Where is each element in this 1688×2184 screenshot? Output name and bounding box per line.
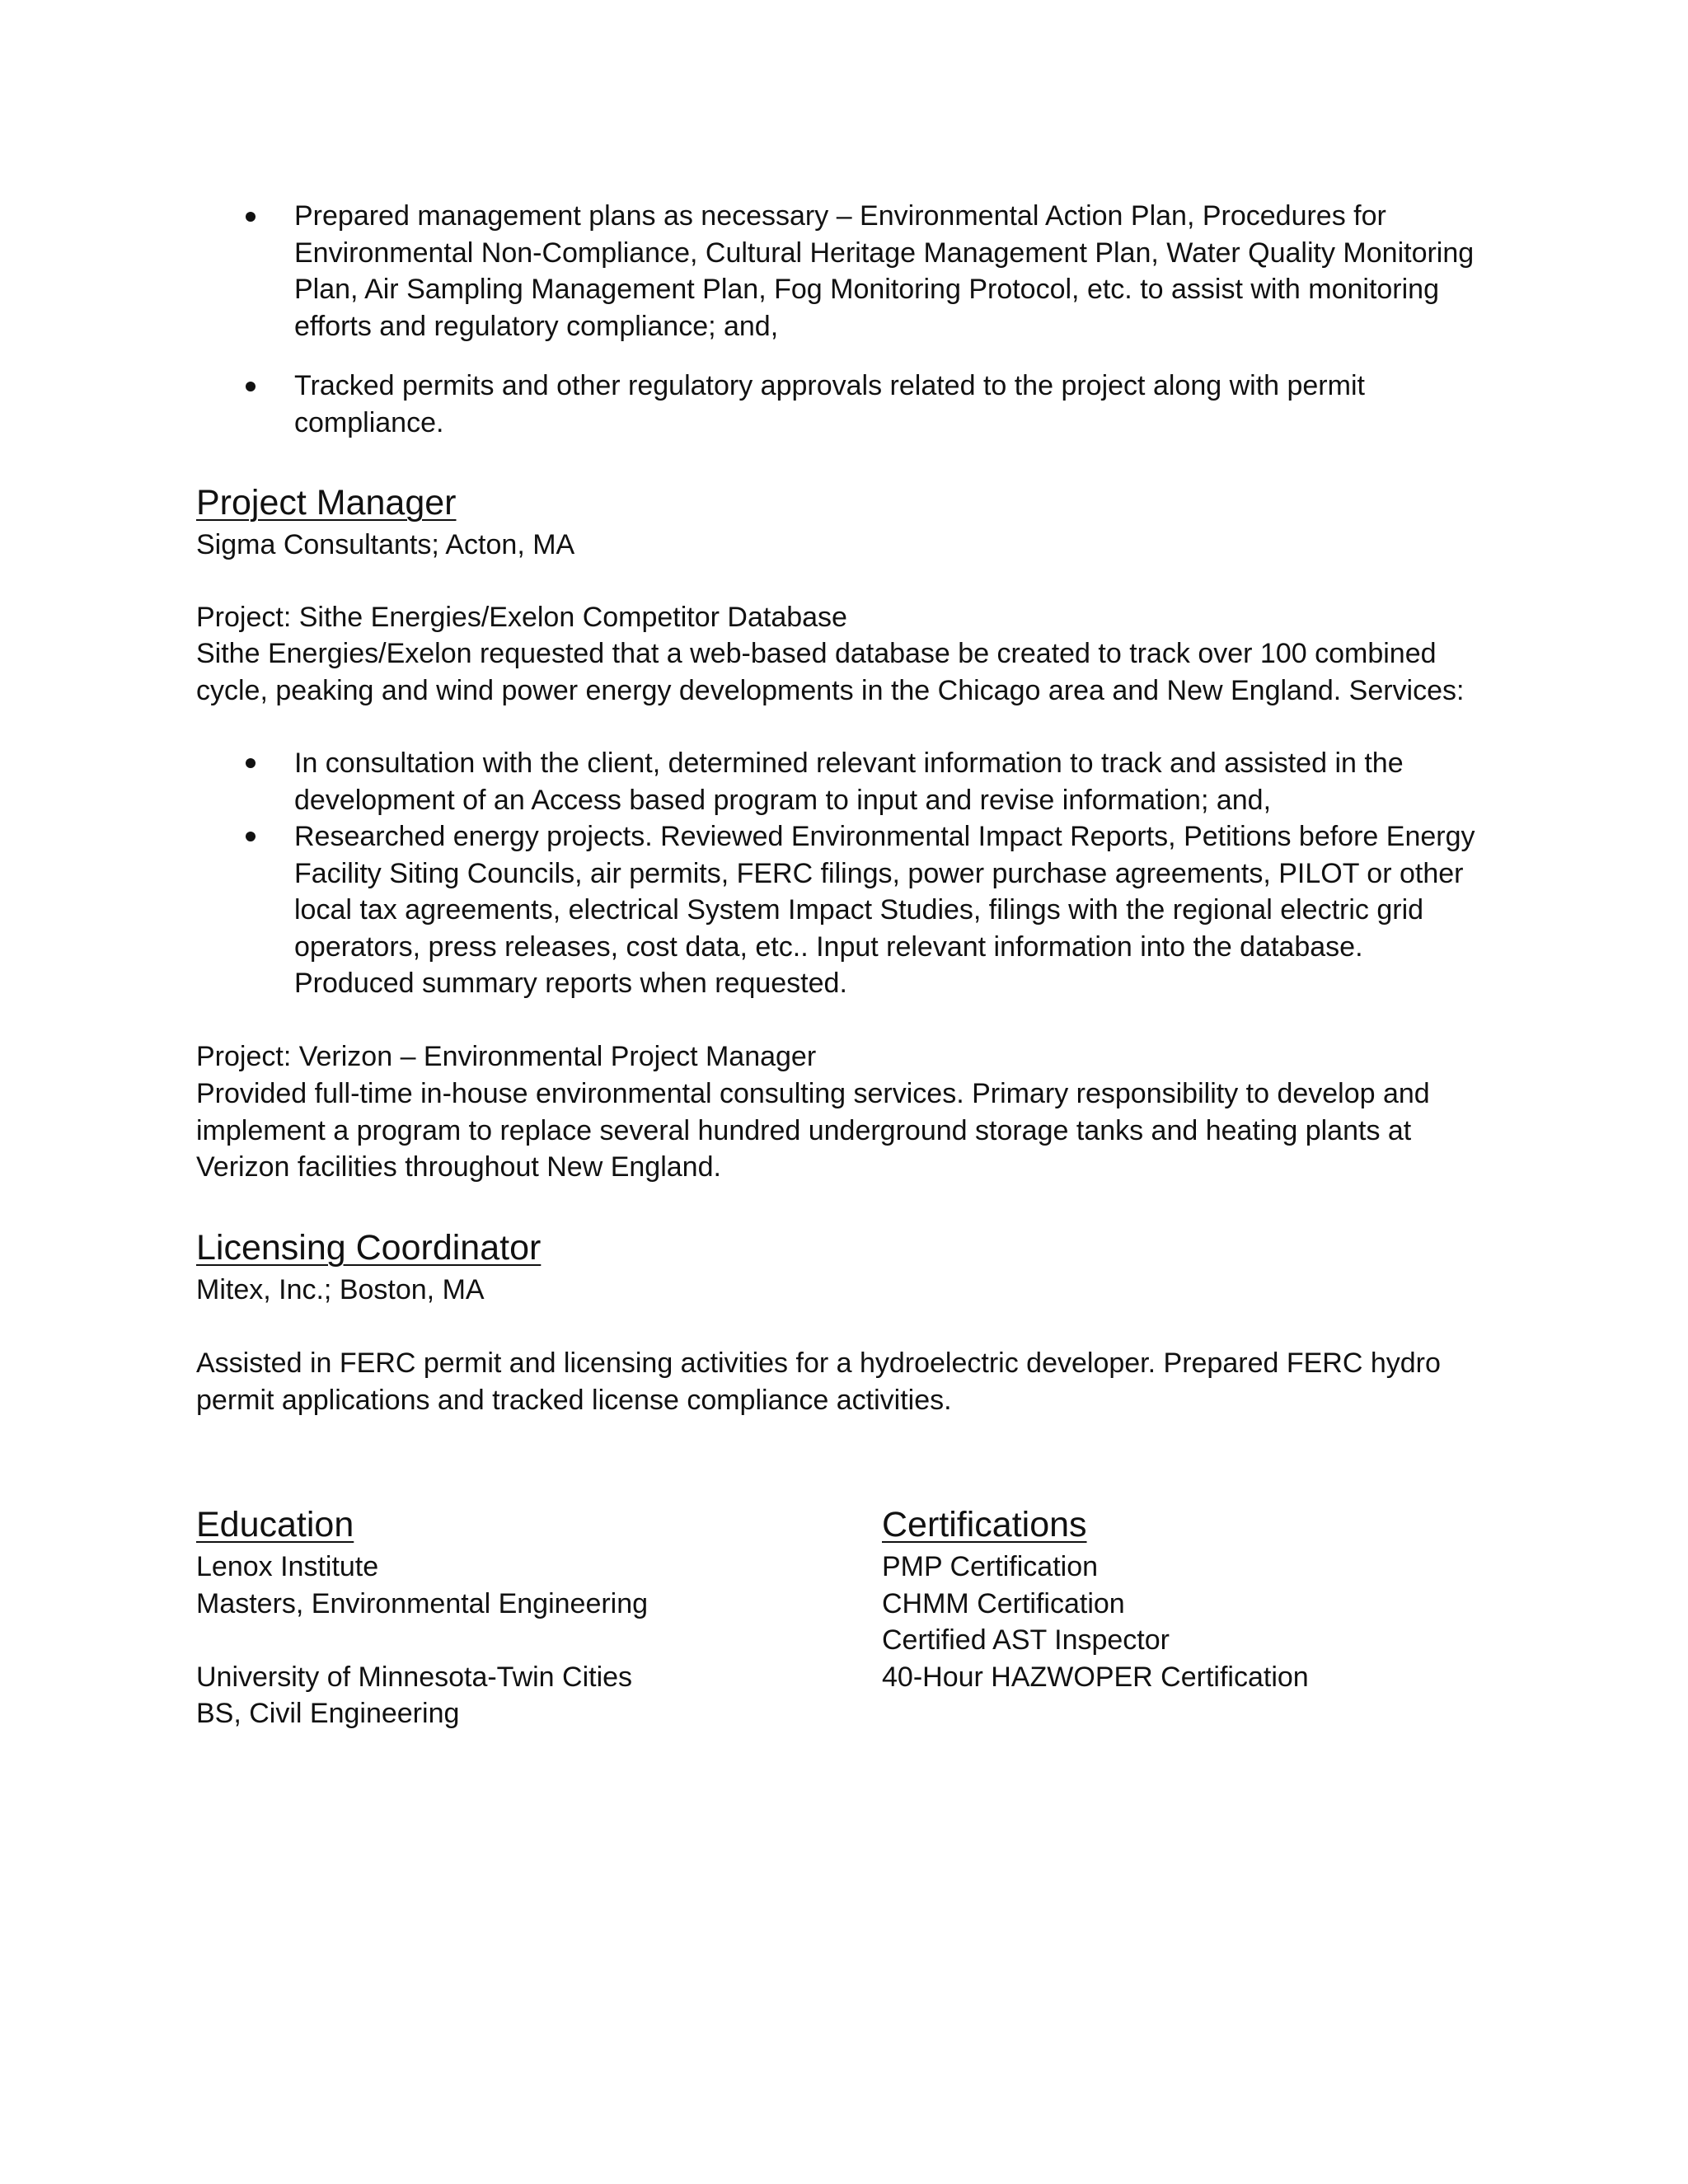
section-description xyxy=(196,1345,1441,1418)
description-line: Verizon facilities throughout New England. xyxy=(196,1151,721,1183)
bullet-icon xyxy=(246,758,256,768)
description-line: Provided full-time in-house environmental consulting services. Primary responsibility to develop and xyxy=(196,1078,1430,1109)
education-line: Lenox Institute xyxy=(196,1551,379,1582)
bullet-line: development of an Access based program to input and revise information; and, xyxy=(294,784,1272,816)
bullet-line: Environmental Non-Compliance, Cultural Heritage Management Plan, Water Quality Monitoring xyxy=(294,237,1475,269)
description-line: Sithe Energies/Exelon requested that a web-based database be created to track over 100 combined xyxy=(196,638,1437,669)
description-line: permit applications and tracked license compliance activities. xyxy=(196,1384,952,1416)
section-heading: Licensing Coordinator xyxy=(196,1228,542,1268)
company-line: Sigma Consultants; Acton, MA xyxy=(196,529,575,560)
bullet-line: compliance. xyxy=(294,406,444,438)
certification-line: PMP Certification xyxy=(882,1551,1099,1582)
bullet-item xyxy=(294,818,1475,1002)
certification-line: CHMM Certification xyxy=(882,1587,1125,1619)
description-line: implement a program to replace several hundred underground storage tanks and heating plants at xyxy=(196,1114,1412,1146)
education-line: BS, Civil Engineering xyxy=(196,1698,460,1730)
bullet-icon xyxy=(246,212,256,222)
bullet-line: Facility Siting Councils, air permits, FERC filings, power purchase agreements, PILOT or other xyxy=(294,857,1464,889)
certification-line: Certified AST Inspector xyxy=(882,1624,1170,1657)
bullet-item xyxy=(294,368,1365,441)
description-line: Assisted in FERC permit and licensing activities for a hydroelectric developer. Prepared FERC hydro xyxy=(196,1347,1441,1379)
bullet-icon xyxy=(246,832,256,841)
bullet-icon xyxy=(246,382,256,391)
bullet-line: operators, press releases, cost data, etc.. Input relevant information into the database. xyxy=(294,930,1363,963)
bullet-line: efforts and regulatory compliance; and, xyxy=(294,310,779,342)
description-line: cycle, peaking and wind power energy developments in the Chicago area and New England. Services: xyxy=(196,674,1465,706)
education-list xyxy=(196,1549,648,1732)
bullet-line: Prepared management plans as necessary – Environmental Action Plan, Procedures for xyxy=(294,200,1386,232)
section-heading: Project Manager xyxy=(196,483,457,523)
bullet-line: local tax agreements, electrical System Impact Studies, filings with the regional electric grid xyxy=(294,894,1424,926)
project-description xyxy=(196,635,1464,709)
bullet-item xyxy=(294,745,1404,818)
bullet-line: In consultation with the client, determined relevant information to track and assisted in the xyxy=(294,748,1404,779)
certification-line: 40-Hour HAZWOPER Certification xyxy=(882,1661,1309,1693)
project-label: Project: Verizon – Environmental Project Manager xyxy=(196,1041,817,1072)
education-line xyxy=(196,1622,648,1659)
section-heading: Certifications xyxy=(882,1505,1087,1544)
certifications-list xyxy=(882,1549,1309,1695)
education-line: Masters, Environmental Engineering xyxy=(196,1587,649,1619)
company-line: Mitex, Inc.; Boston, MA xyxy=(196,1274,485,1305)
bullet-line: Tracked permits and other regulatory approvals related to the project along with permit xyxy=(294,370,1365,401)
bullet-line: Produced summary reports when requested. xyxy=(294,968,847,1000)
education-line: University of Minnesota-Twin Cities xyxy=(196,1661,633,1693)
project-description xyxy=(196,1076,1430,1186)
project-label: Project: Sithe Energies/Exelon Competitor Database xyxy=(196,602,847,633)
section-heading: Education xyxy=(196,1505,354,1544)
bullet-item xyxy=(294,198,1474,344)
bullet-line: Researched energy projects. Reviewed Environmental Impact Reports, Petitions before Energy xyxy=(294,821,1475,852)
bullet-line: Plan, Air Sampling Management Plan, Fog Monitoring Protocol, etc. to assist with monitoring xyxy=(294,274,1440,306)
